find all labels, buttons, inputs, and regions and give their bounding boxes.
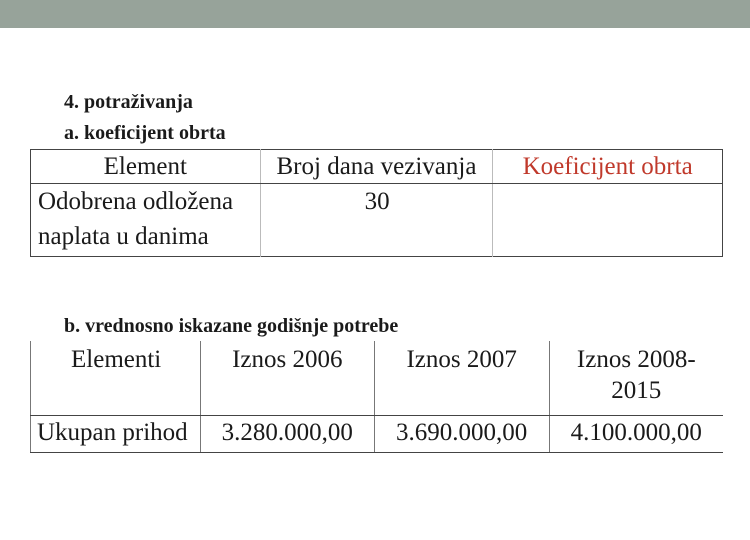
days-value: 30	[364, 188, 390, 215]
amount-2006-value: 3.280.000,00	[200, 416, 374, 453]
element-line-1: Odobrena odložena	[38, 188, 234, 215]
element-line-2: naplata u danima	[38, 223, 209, 250]
header-element: Element	[31, 150, 261, 184]
subsection-a-title: a. koeficijent obrta	[64, 122, 226, 144]
table-row	[31, 416, 724, 453]
turnover-coefficient-table	[30, 149, 723, 257]
annual-needs-table	[30, 341, 723, 453]
table-row	[31, 184, 723, 257]
header-amount-2008-2015	[549, 341, 723, 416]
section-title: 4. potraživanja	[64, 91, 193, 113]
header-elements: Elementi	[31, 341, 201, 416]
total-revenue-label: Ukupan prihod	[31, 416, 201, 453]
top-bar	[0, 0, 750, 28]
table-header-row	[31, 150, 723, 184]
coefficient-cell	[493, 184, 723, 257]
amount-2007-value: 3.690.000,00	[374, 416, 549, 453]
header-coefficient: Koeficijent obrta	[493, 150, 723, 184]
header-amount-2006: Iznos 2006	[200, 341, 374, 416]
element-cell	[31, 184, 261, 257]
header-amount-2007: Iznos 2007	[374, 341, 549, 416]
days-cell	[260, 184, 493, 257]
subsection-b-title: b. vrednosno iskazane godišnje potrebe	[64, 315, 399, 337]
header-amount-2008-line-2: 2015	[611, 377, 662, 404]
header-days: Broj dana vezivanja	[260, 150, 493, 184]
header-amount-2008-line-1: Iznos 2008-	[576, 346, 696, 373]
table-header-row	[31, 341, 724, 416]
amount-2008-2015-value: 4.100.000,00	[549, 416, 723, 453]
